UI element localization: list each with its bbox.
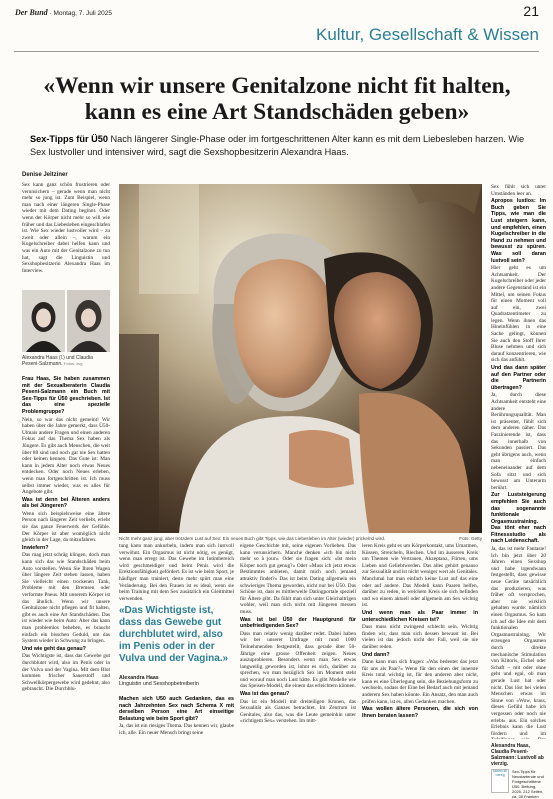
pull-quote-role: Linguistin und Sexshopbetreiberin: [119, 681, 199, 688]
answer: Nein, so war das nicht gemeint! Wir haben über die Jahre gemerkt, dass Ü50-Ulmais andere Fragen und einen anderen Fokus auf das Thema Sex haben als Jüngere. Es gibt auch Menschen, die weit über 80 sind und noch gar nie Sex hatten oder keinen kennen. Das Gute ist: Man kann in jedem Alter noch etwas Neues entdecken. Oder noch Neues erleben, wenn man fortgeschritten ist. Ich muss selbst immer wieder, was es alles für Angebote gibt.: [22, 416, 110, 496]
column-4: [362, 543, 478, 788]
dek-lead: Sex-Tipps für Ü50: [30, 134, 108, 144]
column-1-bottom: [22, 376, 110, 786]
photo-credit: Foto: Getty: [459, 536, 482, 541]
portrait-caption-text: Alexandra Haas (l.) und Claudia Peseni-Salzmann.: [22, 355, 93, 368]
portrait-caption: [22, 355, 110, 367]
dek: [30, 133, 530, 158]
section-title: Kultur, Gesellschaft & Wissen: [316, 25, 539, 44]
author-portraits: [22, 290, 110, 352]
section-divider: [14, 51, 539, 52]
book-cover-text: lustvoll ab vierzig: [492, 769, 508, 777]
column-2-bottom: [119, 696, 234, 788]
question: Und wie geht das genau?: [22, 645, 86, 652]
question: Und dann?: [362, 651, 390, 658]
book-authors: Alexandra Haas, Claudia Peseni-Salzmann: Lustvoll ab vierzig.: [491, 743, 544, 767]
answer: Hier geht es um Achtsamkeit. Der Kugelschreiber oder jeder andere Gegenstand ist ein Mittel, um seinen Fokus für einen Moment voll auf ein, zwei Quadratzentimeter zu legen. Wenn ihnen das Hineinfühlen in eine Sache gelingt, können Sie auch den Stoff Ihrer Bluse nehmen und sich darauf konzentrieren, wie sich das anfühlt.: [491, 265, 546, 364]
portrait-credit: Fotos: zvg: [63, 361, 83, 367]
couple-photo: [119, 184, 482, 533]
photo-caption-text: Nicht mehr ganz jung, aber trotzdem Lust auf Sex: Ein neues Buch gibt Tipps, wie das Liebesleben im Alter (wieder) prickelnd wird.: [119, 536, 386, 541]
question: Was wollen ältere Personen, die sich von Ihnen beraten lassen?: [362, 706, 478, 719]
answer: Ja, das ist ein riesiges Thema. Das kennen wir, glaube ich, alle. Ein neuer Mensch bringt seine: [119, 723, 234, 736]
brand: Der Bund: [15, 8, 48, 17]
answer: Ja, das ist mehr Fantasie! Ich bin jetzt über 20 Jahren einen Sexshop und habe irgendwann festgestellt, dass gewisse neue Geräte tatsächlich das produzieren, was früher oft versprochen, aber nie wirklich gehalten wurde: nämlich einen Orgasmus. So kam ich auf die Idee mit dem funktionalen Orgasmustraining. Wir erzeugen Orgasmen durch direkte mechanische Stimulation von Klitoris, Eichel oder Schaft – mit oder ohne geht und egal, ob man gerade Lust hat oder nicht. Das löst bei vielen Menschen etwas im Sinne von «Wow, krass, dieses Gefühl habe ich vergessen oder noch nie erlebt» aus. Ein solches Erlebnis kann die Lust fördern und im: [491, 546, 546, 737]
question: Und das dann später auf den Partner oder die Partnerin übertragen?: [491, 365, 546, 391]
pull-quote-name: Alexandra Haas: [119, 675, 159, 681]
answer: leren Kreis geht es um Körperkontakt, ums Umarmen, Küssen, Streicheln, Riechen. Und im äusseren Kreis um Themen wie Vertrauen, Akzeptanz, Flirten, ums Lieben und Geliebtwerden. Das alles gehört genauso zur Sexualität und ist nicht weniger wert als Genitales. Manchmal hat man einfach keine Lust auf das eine oder auf andere. Das Modell kann Paaren helfen, darüber zu reden, in welchem Kreis sie sich befinden und wo einem aktuell oder allgemein am Sex wichtig ist.: [362, 543, 478, 609]
question: Machen sich Ü50 auch Gedanken, das es nach Jahrzehnten Sex nach Schema X mit derselben Person eine Art einseitige Belastung wie beim Sport gibt?: [119, 696, 234, 722]
answer: eigene Geschichte mit, seine eigenen Vorlieben. Das kann verunsichern. Manche denken «ich bin nicht mehr so à jour». Oder sie fragen sich: «Ist mein Körper noch gut genug?» Oder «Muss ich jetzt etwas Bestimmtes anbieten, damit mich noch jemand attraktiv findet?» Das ist beim Dating allgemein ein schwieriges Thema geworden, nicht nur bei Ü50. Das Schöne ist, dass es mittlerweile Datingportale speziell für Ältere gibt. Da fühlt man sich unter Gleichaltrigen wohler, weil man sich nicht mit Jüngeren messen muss.: [240, 543, 356, 615]
question: Apropos lustlos: Im Buch geben Sie Tipps, wie man die Lust steigern kann, und empfehlen, einen Kugelschreiber in die Hand zu nehmen und bewusst zu spüren. Was soll daran lustvoll sein?: [491, 198, 546, 264]
answer: Dass muss nicht zwingend schlecht sein. Wichtig finden wir, dass man sich dessen bewusst ist. Bei vielen ist das jedoch nicht der Fall, weil sie nie darüber reden.: [362, 624, 478, 650]
book-info: [491, 743, 546, 799]
masthead: [15, 8, 112, 17]
answer: Das ist ein Modell mit dreiteiligen Kronen, das Sexualität als Ganzes betrachtet. Im Zentrum ist Genitales, also das, was die Leute gemeinhin unter «richtigem Sex» verstehen. Im mitt-: [240, 698, 356, 725]
pull-quote-attribution: [119, 675, 234, 688]
answer: Das mag jetzt schräg klingen, doch man kann sich das wie Standschäden beim Auto vorstellen. Wenn Sie Ihren Wagen über längere Zeit stehen lassen, haben Sie vielleicht einen trockenen Tank, Probleme mit den Bremsen oder verformte Pneus. Mit unserem Körper ist das ähnlich. Wenn wir unsere Genitalzone nicht pflegen und fit halten, gibt es auch eine Art Standschäden. Das ist wieder wie beim Auto: Aber das kann man problemlos beheben, es braucht einfach ein bisschen Geduld, um das System wieder in Schwung zu bringen.: [22, 552, 110, 645]
question: Zur Luststeigerung empfehlen Sie auch das sogenannte funktionale Orgasmustraining. Das tönt eher nach Fitnessstudio als nach Leidenschaft.: [491, 492, 546, 545]
dek-text: Nach längerer Single-Phase oder im fortgeschrittenen Alter kann es mit dem Liebesleben harzen. Wie Sex lustvoller und intensiver wird, sagt die Sexshopbesitzerin Alexandra Haas.: [30, 134, 525, 157]
intro-paragraph: Sex kann ganz schön frustrieren oder verunsichern – gerade wenn man nicht mehr so jung ist. Zum Beispiel, wenn man nach einer längeren Single-Phase wieder mit dem Dating beginnt. Oder wenn der Körper nicht mehr so will wie früher und das Liebesleben eingeschlafen ist. Wie Sex wieder lustvoller wird – zu zweit oder allein –, warum ein Kugelschreiber dabei helfen kann und was ein Auto mit der Genitalzone zu tun hat, sagt die Linguistin und Sexshopbesitzerin Alexandra Haas im Interview.: [22, 182, 110, 274]
article-photo: [119, 184, 482, 533]
answer: Dann kann man sich fragen: «Was bedeutet das jetzt für uns als Paar?» Wenn für den einen der innerste Kreis total wichtig ist, für den anderen aber nicht, kann es eine Überlegung sein, die Beziehungsform zu wechseln, sodass der Eine bei Bedarf auch mit jemand anderem Sex haben könnte. Ein Ansatz, den man auch prüfen kann, ist es, allen Gedanken machen.: [362, 659, 478, 705]
question: Was ist das genau?: [240, 691, 290, 698]
issue-date: · Montag, 7. Juli 2025: [49, 10, 113, 17]
answer: Wenn sich beispielsweise eine ältere Person nach längerer Zeit verliebt, erlebt sie das ganze Feuerwerk der Gefühle. Der Körper ist aber womöglich nicht gleich in der Lage, da mitzufahren.: [22, 510, 110, 544]
question: Und wenn man als Paar immer in unterschiedlichen Kreisen ist?: [362, 609, 478, 623]
headline: «Wenn wir unsere Genitalzone nicht fit halten, kann es eine Art Standschäden geben»: [43, 73, 511, 125]
answer: Ja, durch diese Achtsamkeit entsteht eine andere Berührungsqualität. Man ist präsenter, fühlt sich dem anderen näher. Das Faszinierende ist, dass das innerhalb von Sekunden passiert. Das geht übrigens auch, wenn man einfach nebeneinander auf dem Sofa sitzt und sich bewusst am Unterarm berührt.: [491, 392, 546, 491]
question: Was ist bei Ü50 der Hauptgrund für unbefriedigenden Sex?: [240, 616, 356, 630]
photo-caption: [119, 536, 482, 541]
answer: Sex fühlt sich unter Umständen leer an.: [491, 184, 546, 197]
book-cover: [491, 769, 509, 793]
answer: Dass man relativ wenig darüber redet. Dabei haben wir bei unserer Umfrage mit rund 1000 Teilnehmenden festgestellt, dass gerade über 50-Jährige eine grosse Offenheit zeigen. Neues auszuprobieren. Besonders wenn man Sex etwas langweilig geworden ist, lohnt es sich, darüber zu sprechen, wo man bezüglich Sex im Moment steht und worauf man noch Lust hätte. Es gibt Modelle wie das Speisen-Modell, die einem das erleichtern können.: [240, 630, 356, 690]
portraits-image: [22, 290, 110, 352]
page-number: 21: [523, 3, 539, 19]
answer: Das Wichtigste ist, dass das Gewebe gut durchblutet wird, also im Penis oder in der Vulva und der Vagina. Mit dem Blut kommen frischer Sauerstoff und Schwellkörpergewebe wird gedehnt, also gebraucht. Die Durchblu-: [22, 653, 110, 693]
book-description: Sex-Tipps für Neustartende und Fortgeschrittene Ü50. Beltung, 2025. 212 Seiten, ca. 28 Franken: [512, 769, 544, 799]
question: Inwiefern?: [22, 544, 49, 551]
column-2-top: [119, 543, 234, 603]
author-byline: Denise Jeitziner: [22, 172, 68, 178]
column-3: [240, 543, 356, 788]
question: Frau Haas, Sie haben zusammen mit der Sexualberaterin Claudia Peseni-Salzmann ein Buch mit Sex-Tipps für Ü50 geschrieben. Ist das eine spezielle Problemgruppe?: [22, 376, 110, 415]
pull-quote: «Das Wichtigste ist, dass das Gewebe gut durchblutet wird, also im Penis oder in der Vulva und der Vagina.»: [119, 605, 229, 664]
column-1-top: [22, 182, 110, 286]
column-6: [491, 184, 546, 739]
question: Was ist denn bei Älteren anders als bei Jüngeren?: [22, 496, 110, 510]
answer: tung kann man ankurbeln, indem man sich lustvoll verwöhnt. Ein Orgasmus ist nicht nötig, es genügt, wenn man erregt ist. Das Gewebe im Intimbereich wird geschmeidiger und beim Penis wird die Erektionsfähigkeit gefördert. Es ist wie beim Sport, je häufiger man trainiert, desto mehr spürt man eine Veränderung. Bei den Frauen ist es ideal, wenn sie beim Training mit dem Sex zusätzlich ein Gleitmittel verwenden.: [119, 543, 234, 602]
